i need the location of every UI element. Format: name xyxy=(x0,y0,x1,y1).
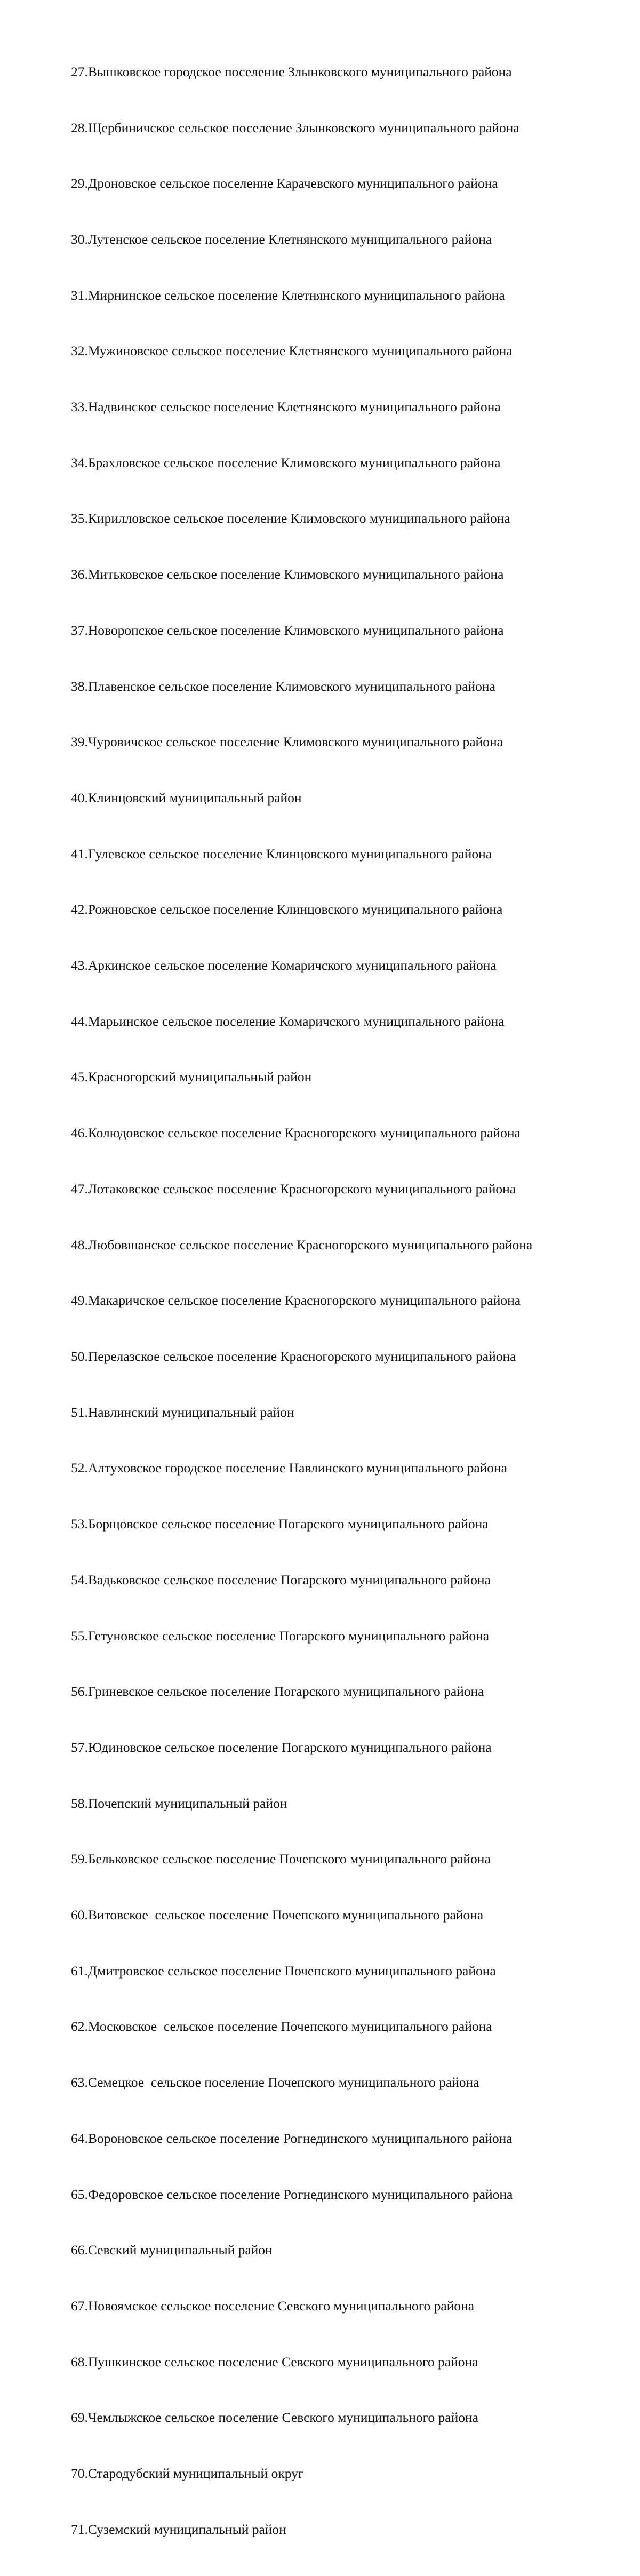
list-item: 67.Новоямское сельское поселение Севского муниципального района xyxy=(71,2298,475,2314)
list-item: 58.Почепский муниципальный район xyxy=(71,1795,287,1811)
list-item: 43.Аркинское сельское поселение Комаричского муниципального района xyxy=(71,958,497,974)
list-item: 64.Вороновское сельское поселение Рогнединского муниципального района xyxy=(71,2130,513,2146)
list-item: 59.Бельковское сельское поселение Почепского муниципального района xyxy=(71,1851,491,1867)
list-item: 46.Колюдовское сельское поселение Красногорского муниципального района xyxy=(71,1125,521,1141)
list-item: 53.Борщовское сельское поселение Погарского муниципального района xyxy=(71,1516,489,1532)
list-item: 65.Федоровское сельское поселение Рогнединского муниципального района xyxy=(71,2186,513,2202)
list-item: 30.Лутенское сельское поселение Клетнянского муниципального района xyxy=(71,231,492,247)
list-item: 33.Надвинское сельское поселение Клетнянского муниципального района xyxy=(71,399,501,415)
list-item: 38.Плавенское сельское поселение Климовского муниципального района xyxy=(71,678,495,694)
list-item: 37.Новоропское сельское поселение Климовского муниципального района xyxy=(71,622,504,638)
list-item: 60.Витовское сельское поселение Почепского муниципального района xyxy=(71,1907,484,1923)
list-item: 31.Мирнинское сельское поселение Клетнянского муниципального района xyxy=(71,287,505,303)
list-item: 70.Стародубский муниципальный округ xyxy=(71,2466,304,2482)
list-item: 28.Щербиничское сельское поселение Злынковского муниципального района xyxy=(71,119,519,135)
list-item: 71.Суземский муниципальный район xyxy=(71,2521,286,2537)
list-item: 55.Гетуновское сельское поселение Погарского муниципального района xyxy=(71,1628,490,1644)
municipality-list xyxy=(71,26,532,2576)
list-item: 62.Московское сельское поселение Почепского муниципального района xyxy=(71,2019,492,2035)
list-item: 29.Дроновское сельское поселение Карачевского муниципального района xyxy=(71,176,498,192)
list-item: 27.Вышковское городское поселение Злынковского муниципального района xyxy=(71,63,512,79)
list-item: 44.Марьинское сельское поселение Комаричского муниципального района xyxy=(71,1013,505,1029)
list-item: 68.Пушкинское сельское поселение Севского муниципального района xyxy=(71,2354,478,2370)
list-item: 36.Митьковское сельское поселение Климовского муниципального района xyxy=(71,567,504,583)
list-item: 40.Клинцовский муниципальный район xyxy=(71,789,302,806)
list-item: 61.Дмитровское сельское поселение Почепского муниципального района xyxy=(71,1963,496,1979)
list-item: 57.Юдиновское сельское поселение Погарского муниципального района xyxy=(71,1739,492,1755)
list-item: 63.Семецкое сельское поселение Почепского муниципального района xyxy=(71,2075,479,2091)
list-item: 45.Красногорский муниципальный район xyxy=(71,1069,312,1085)
list-item: 66.Севский муниципальный район xyxy=(71,2242,273,2258)
list-item: 48.Любовшанское сельское поселение Красногорского муниципального района xyxy=(71,1237,533,1253)
list-item: 35.Кирилловское сельское поселение Климовского муниципального района xyxy=(71,511,510,527)
list-item: 34.Брахловское сельское поселение Климовского муниципального района xyxy=(71,454,501,470)
list-item: 42.Рожновское сельское поселение Клинцовского муниципального района xyxy=(71,902,503,918)
list-item: 69.Чемлыжское сельское поселение Севского муниципального района xyxy=(71,2410,478,2426)
list-item: 32.Мужиновское сельское поселение Клетнянского муниципального района xyxy=(71,343,513,359)
list-item: 47.Лотаковское сельское поселение Красногорского муниципального района xyxy=(71,1181,516,1197)
list-item: 51.Навлинский муниципальный район xyxy=(71,1404,294,1420)
list-item: 52.Алтуховское городское поселение Навлинского муниципального района xyxy=(71,1460,508,1476)
list-item: 39.Чуровичское сельское поселение Климовского муниципального района xyxy=(71,734,503,750)
list-item: 41.Гулевское сельское поселение Клинцовского муниципального района xyxy=(71,846,492,862)
list-item: 49.Макаричское сельское поселение Красногорского муниципального района xyxy=(71,1293,521,1309)
list-item: 50.Перелазское сельское поселение Красногорского муниципального района xyxy=(71,1348,516,1364)
list-item: 54.Вадьковское сельское поселение Погарского муниципального района xyxy=(71,1572,491,1588)
list-item: 56.Гриневское сельское поселение Погарского муниципального района xyxy=(71,1684,484,1700)
